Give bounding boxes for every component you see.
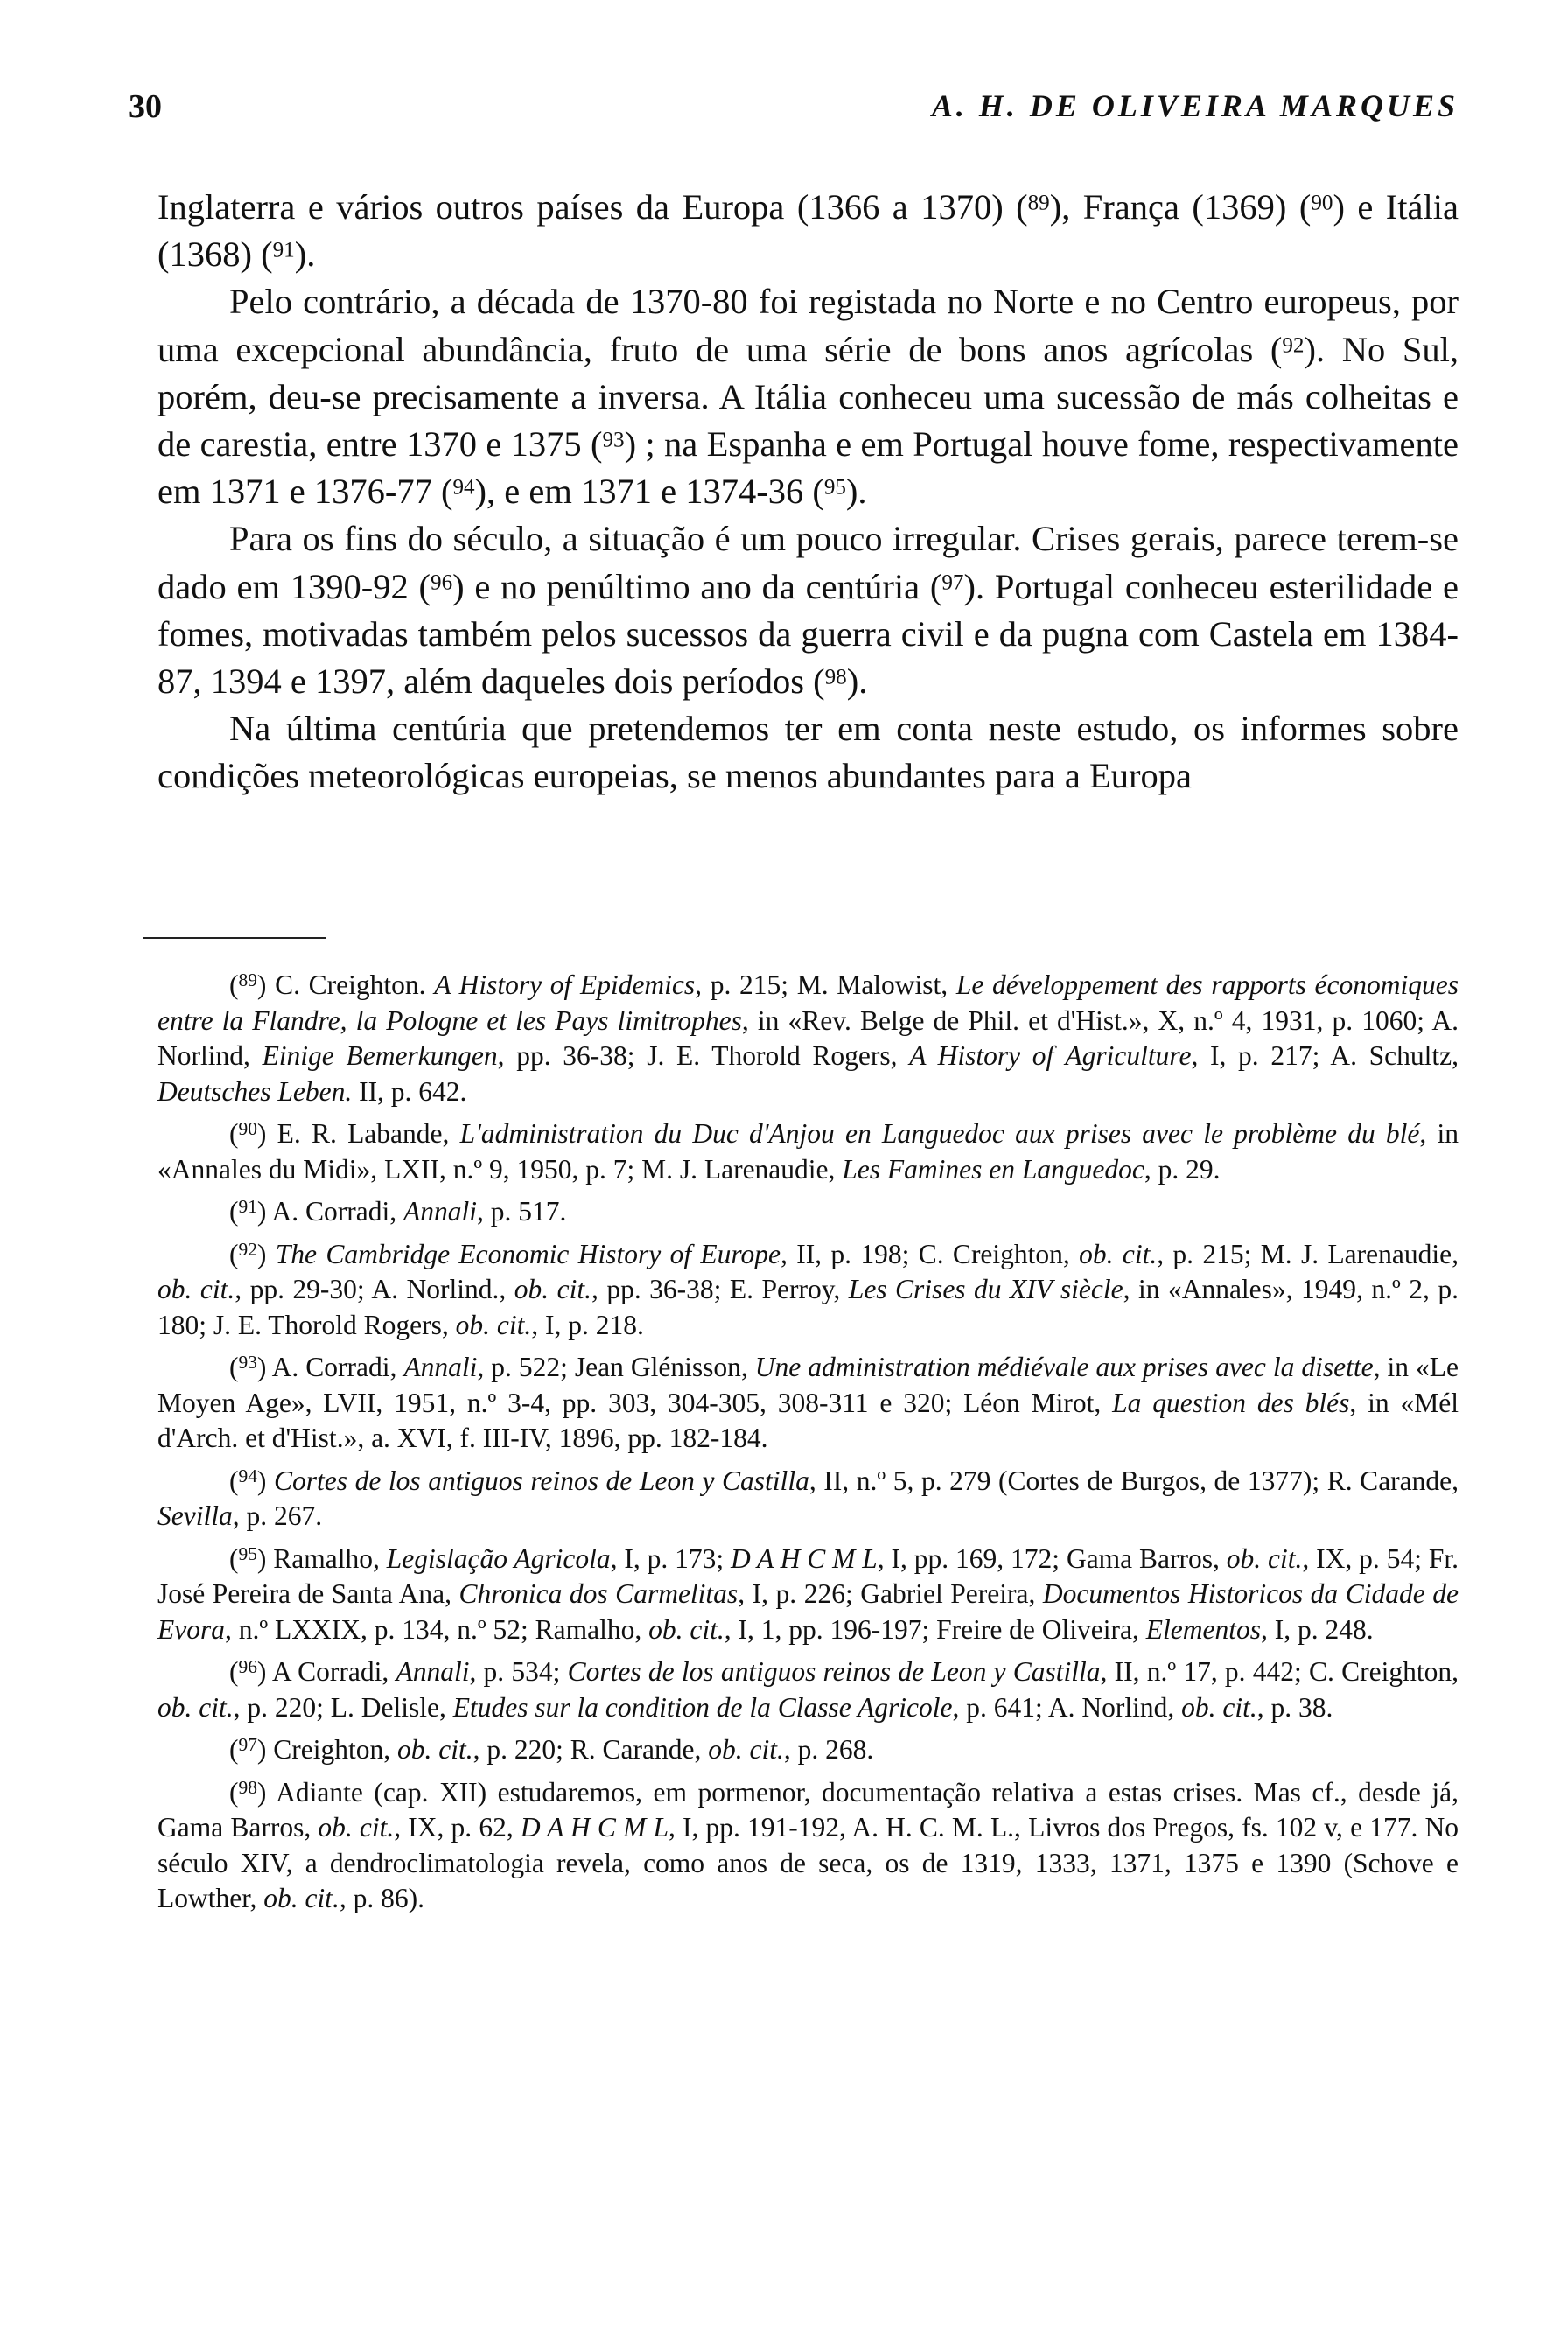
italic-title: ob. cit. — [158, 1274, 235, 1304]
text-run: , p. 220; L. Delisle, — [233, 1691, 453, 1723]
italic-title: Le développement des rapports économiques entre la Flandre, la Pologne et les Pays limitrophes — [158, 969, 1459, 1036]
paragraph-2 — [158, 278, 1459, 515]
paragraph-3 — [158, 515, 1459, 705]
text-run: , n.º LXXIX, p. 134, n.º 52; Ramalho, — [224, 1613, 649, 1645]
footnote-ref: 89 — [1027, 191, 1050, 215]
text-run: A. Corradi, — [271, 1196, 404, 1227]
text-run: ). — [846, 661, 868, 702]
text-run: , p. 215; M. Malowist, — [695, 969, 956, 1000]
italic-title: A History of Epidemics — [434, 969, 696, 1000]
text-run: C. Creighton. — [275, 969, 435, 1000]
text-run: , p. 534; — [469, 1656, 568, 1687]
footnote-number: 98 — [238, 1776, 257, 1798]
italic-title: Deutsches Leben. — [158, 1075, 353, 1107]
text-run: Para os fins do século, a situação é um pouco irregular. Crises gerais, parece terem-se dado em 1390-92 ( — [158, 519, 1459, 606]
text-run: ), França (1369) ( — [1049, 187, 1312, 227]
text-run: , I, p. 248. — [1260, 1613, 1374, 1645]
text-run: , I, p. 217; A. Schultz, — [1191, 1040, 1459, 1071]
italic-title: Sevilla — [158, 1500, 233, 1531]
footnote-number: 93 — [238, 1352, 257, 1374]
main-text — [158, 184, 1459, 801]
text-run: Creighton, — [273, 1734, 398, 1765]
italic-title: Cortes de los antiguos reinos de Leon y Castilla — [274, 1465, 809, 1496]
text-run: , p. 215; M. J. Larenaudie, — [1157, 1238, 1459, 1269]
text-run: , p. 517. — [477, 1196, 567, 1227]
footnote-number: 91 — [238, 1196, 257, 1218]
text-run: , in «Mél d'Arch. et d'Hist.», a. XVI, f. III-IV, 1896, pp. 182-184. — [158, 1387, 1459, 1453]
text-run: , p. 220; R. Carande, — [472, 1734, 709, 1765]
text-run: , p. 267. — [232, 1500, 323, 1531]
text-run: Ramalho, — [273, 1542, 387, 1574]
text-run: Inglaterra e vários outros países da Europa (1366 a 1370) ( — [158, 187, 1028, 227]
footnote-93: ($^{93}$) A. Corradi, Annali, p. 522; Jean Glénisson, Une administration médiévale aux prises avec la disette, in «Le Moyen Age», LVII, 1951, n.º 3-4, pp. 303, 304-305, 308-311 e 320; Léon Mirot, La question des blés, in «Mél d'Arch. et d'Hist.», a. XVI, f. III-IV, 1896, pp. 182-184. — [158, 1352, 1459, 1453]
page-number: 30 — [129, 88, 162, 125]
italic-title: Les Famines en Languedoc — [842, 1153, 1144, 1185]
italic-title: ob. cit. — [1181, 1691, 1257, 1723]
text-run: ) ; na Espanha e em Portugal houve fome, respectivamente em 1371 e 1376-77 ( — [158, 424, 1459, 512]
italic-title: Chronica dos Carmelitas — [458, 1578, 738, 1609]
italic-title: The Cambridge Economic History of Europe — [275, 1238, 780, 1269]
text-run: , in «Rev. Belge de Phil. et d'Hist.», X, n.º 4, 1931, p. 1060; A. Norlind, — [158, 1004, 1459, 1071]
footnote-ref: 95 — [823, 475, 846, 500]
footnote-ref: 91 — [272, 238, 295, 262]
text-run: ) e no penúltimo ano da centúria ( — [452, 566, 942, 606]
italic-title: Une administration médiévale aux prises avec la disette — [754, 1352, 1374, 1382]
text-run: Pelo contrário, a década de 1370-80 foi registada no Norte e no Centro europeus, por uma excepcional abundância, fruto de uma série de bons anos agrícolas ( — [158, 282, 1459, 369]
text-run: E. R. Labande, — [276, 1118, 460, 1149]
text-run: A. Corradi, — [271, 1352, 404, 1382]
italic-title: ob. cit. — [263, 1883, 340, 1913]
italic-title: ob. cit. — [648, 1613, 724, 1645]
text-run: , I, pp. 191-192, A. H. C. M. L., Livros dos Pregos, fs. 102 v, e 177. No século XIV, a dendroclimatologia revela, como anos de seca, os de 1319, 1333, 1371, 1375 e 1390 (Schove e Lowther, — [158, 1812, 1459, 1913]
footnote-ref: 98 — [824, 665, 847, 689]
italic-title: ob. cit. — [318, 1812, 395, 1843]
footnote-97: ($^{97}$) Creighton, ob. cit., p. 220; R. Carande, ob. cit., p. 268. — [229, 1734, 874, 1765]
italic-title: ob. cit. — [158, 1691, 234, 1723]
italic-title: Les Crises du XIV siècle — [848, 1274, 1124, 1304]
italic-title: Elementos — [1145, 1613, 1261, 1645]
italic-title: Annali — [396, 1656, 470, 1687]
text-run: , p. 268. — [783, 1734, 874, 1765]
footnote-number: 94 — [238, 1465, 257, 1486]
paragraph-1 — [158, 184, 1459, 278]
text-run: ). — [294, 234, 316, 275]
footnotes — [158, 968, 1459, 1924]
text-run: , in «Annales du Midi», LXII, n.º 9, 1950, p. 7; M. J. Larenaudie, — [158, 1118, 1460, 1185]
text-run: II, p. 642. — [352, 1075, 467, 1107]
footnote-89: ($^{89}$) C. Creighton. A History of Epidemics, p. 215; M. Malowist, Le développement des rapports économiques entre la Flandre, la Pologne et les Pays limitrophes, in «Rev. Belge de Phil. et d'Hist.», X, n.º 4, 1931, p. 1060; A. Norlind, Einige Bemerkungen, pp. 36-38; J. E. Thorold Rogers, A History of Agriculture, I, p. 217; A. Schultz, Deutsches Leben. II, p. 642. — [158, 969, 1459, 1107]
paragraph-4: Na última centúria que pretendemos ter em conta neste estudo, os informes sobre condições meteorológicas europeias, se menos abundantes para a Europa — [158, 709, 1459, 796]
italic-title: Legislação Agricola — [386, 1542, 611, 1574]
italic-title: D A H C M L — [520, 1812, 668, 1843]
footnote-ref: 96 — [430, 570, 453, 595]
footnote-98: ($^{98}$) Adiante (cap. XII) estudaremos, em pormenor, documentação relativa a estas crises. Mas cf., desde já, Gama Barros, ob. cit., IX, p. 62, D A H C M L, I, pp. 191-192, A. H. C. M. L., Livros dos Pregos, fs. 102 v, e 177. No século XIV, a dendroclimatologia revela, como anos de seca, os de 1319, 1333, 1371, 1375 e 1390 (Schove e Lowther, ob. cit., p. 86). — [158, 1776, 1459, 1913]
italic-title: ob. cit. — [455, 1309, 532, 1340]
text-run: , p. 641; A. Norlind, — [952, 1691, 1182, 1723]
text-run: , pp. 36-38; E. Perroy, — [591, 1274, 849, 1304]
footnote-92: ($^{92}$) The Cambridge Economic History of Europe, II, p. 198; C. Creighton, ob. cit., p. 215; M. J. Larenaudie, ob. cit., pp. 29-30; A. Norlind., ob. cit., pp. 36-38; E. Perroy, Les Crises du XIV siècle, in «Annales», 1949, n.º 2, p. 180; J. E. Thorold Rogers, ob. cit., I, p. 218. — [158, 1238, 1459, 1340]
text-run: , p. 29. — [1144, 1153, 1221, 1185]
text-run: , I, pp. 169, 172; Gama Barros, — [877, 1542, 1227, 1574]
footnote-94: ($^{94}$) Cortes de los antiguos reinos de Leon y Castilla, II, n.º 5, p. 279 (Cortes de Burgos, de 1377); R. Carande, Sevilla, p. 267. — [158, 1465, 1460, 1531]
footnote-ref: 92 — [1282, 333, 1305, 358]
text-run: , in «Le Moyen Age», LVII, 1951, n.º 3-4, pp. 303, 304-305, 308-311 e 320; Léon Mirot, — [158, 1352, 1459, 1418]
italic-title: ob. cit. — [514, 1274, 592, 1304]
text-run: , p. 522; Jean Glénisson, — [477, 1352, 755, 1382]
italic-title: ob. cit. — [1079, 1238, 1158, 1269]
text-run: , pp. 36-38; J. E. Thorold Rogers, — [497, 1040, 910, 1071]
text-run: , I, p. 226; Gabriel Pereira, — [738, 1578, 1043, 1609]
text-run: A Corradi, — [271, 1656, 396, 1687]
footnote-91: ($^{91}$) A. Corradi, Annali, p. 517. — [229, 1196, 567, 1227]
footnote-ref: 97 — [942, 570, 964, 595]
text-run: , p. 38. — [1256, 1691, 1334, 1723]
text-run: ), e em 1371 e 1374-36 ( — [474, 472, 824, 512]
italic-title: ob. cit. — [708, 1734, 784, 1765]
italic-title: Annali — [403, 1352, 478, 1382]
text-run: , I, p. 173; — [610, 1542, 731, 1574]
italic-title: A History of Agriculture — [909, 1040, 1192, 1071]
italic-title: La question des blés — [1112, 1387, 1350, 1418]
running-title: A. H. DE OLIVEIRA MARQUES — [931, 88, 1459, 123]
footnote-ref: 90 — [1311, 191, 1334, 215]
italic-title: Cortes de los antiguos reinos de Leon y Castilla — [567, 1656, 1101, 1687]
text-run: , II, n.º 17, p. 442; C. Creighton, — [1100, 1656, 1459, 1687]
text-run: ) e Itália (1368) ( — [158, 187, 1459, 275]
text-run: ). Portugal conheceu esterilidade e fomes, motivadas também pelos sucessos da guerra civil e da pugna com Castela em 1384-87, 1394 e 1397, além daqueles dois períodos ( — [158, 566, 1459, 702]
text-run: , I, 1, pp. 196-197; Freire de Oliveira, — [724, 1613, 1146, 1645]
text-run: , I, p. 218. — [531, 1309, 644, 1340]
footnote-96: ($^{96}$) A Corradi, Annali, p. 534; Cortes de los antiguos reinos de Leon y Castilla, II, n.º 17, p. 442; C. Creighton, ob. cit., p. 220; L. Delisle, Etudes sur la condition de la Classe Agricole, p. 641; A. Norlind, ob. cit., p. 38. — [158, 1656, 1459, 1723]
italic-title: Einige Bemerkungen — [262, 1040, 498, 1071]
footnote-90: ($^{90}$) E. R. Labande, L'administration du Duc d'Anjou en Languedoc aux prises avec le problème du blé, in «Annales du Midi», LXII, n.º 9, 1950, p. 7; M. J. Larenaudie, Les Famines en Languedoc, p. 29. — [158, 1118, 1460, 1185]
footnote-ref: 94 — [452, 475, 475, 500]
text-run: , pp. 29-30; A. Norlind., — [234, 1274, 514, 1304]
text-run: , II, p. 198; C. Creighton, — [780, 1238, 1080, 1269]
italic-title: D A H C M L — [730, 1542, 878, 1574]
text-run: , IX, p. 62, — [394, 1812, 521, 1843]
italic-title: ob. cit. — [397, 1734, 473, 1765]
italic-title: Documentos Historicos da Cidade de Evora — [158, 1578, 1459, 1645]
italic-title: ob. cit. — [1226, 1542, 1303, 1574]
footnote-ref: 93 — [602, 428, 625, 452]
italic-title: L'administration du Duc d'Anjou en Languedoc aux prises avec le problème du blé — [459, 1118, 1420, 1149]
text-run: , p. 86). — [339, 1883, 424, 1913]
italic-title: Etudes sur la condition de la Classe Agricole — [452, 1691, 953, 1723]
footnote-number: 89 — [238, 969, 257, 991]
text-run: , II, n.º 5, p. 279 (Cortes de Burgos, de 1377); R. Carande, — [808, 1465, 1460, 1496]
footnote-number: 92 — [238, 1238, 257, 1260]
text-run: ). — [845, 472, 867, 512]
footnote-number: 95 — [238, 1542, 257, 1564]
footnote-number: 90 — [238, 1118, 257, 1140]
footnote-number: 97 — [238, 1734, 257, 1756]
text-run: , IX, p. 54; Fr. José Pereira de Santa Ana, — [158, 1542, 1459, 1609]
footnote-95: ($^{95}$) Ramalho, Legislação Agricola, I, p. 173; D A H C M L, I, pp. 169, 172; Gama Barros, ob. cit., IX, p. 54; Fr. José Pereira de Santa Ana, Chronica dos Carmelitas, I, p. 226; Gabriel Pereira, Documentos Historicos da Cidade de Evora, n.º LXXIX, p. 134, n.º 52; Ramalho, ob. cit., I, 1, pp. 196-197; Freire de Oliveira, Elementos, I, p. 248. — [158, 1542, 1459, 1645]
italic-title: Annali — [403, 1196, 478, 1227]
footnote-number: 96 — [238, 1656, 257, 1678]
text-run: , in «Annales», 1949, n.º 2, p. 180; J. E. Thorold Rogers, — [158, 1274, 1459, 1340]
text-run: Adiante (cap. XII) estudaremos, em pormenor, documentação relativa a estas crises. Mas cf., desde já, Gama Barros, — [158, 1776, 1459, 1843]
text-run: ). No Sul, porém, deu-se precisamente a inversa. A Itália conheceu uma sucessão de más colheitas e de carestia, entre 1370 e 1375 ( — [158, 329, 1459, 465]
footnote-rule — [143, 937, 326, 939]
